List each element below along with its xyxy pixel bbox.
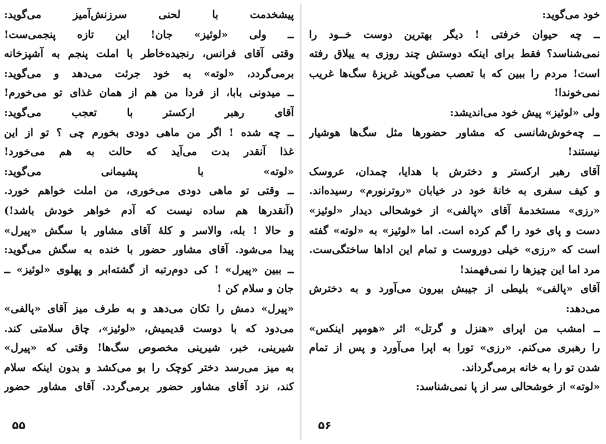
text-line: آقای «پالفی» بلیطی از جیبش بیرون می‌آورد و به دخترش — [309, 283, 600, 296]
book-gutter — [300, 4, 302, 440]
text-line: پیشخدمت با لحنی سرزنش‌آمیز می‌گوید: — [4, 9, 294, 21]
text-line: است که «رزی» خیلی دوروست و تمام این اداها ساختگی‌ست. — [309, 244, 600, 257]
right-page — [309, 6, 600, 398]
text-line: «لوته» با پشیمانی می‌گوید: — [4, 165, 294, 178]
text-line: نمی‌شناسد؟ فقط برای اینکه دوستش چند روزی به ییلاق رفته — [309, 48, 600, 61]
text-line: شیرینی، خبر، شیرینی مخصوص سگ‌ها! وقتی که «پیرل» — [4, 342, 294, 355]
text-line: برمی‌گردد، «لوته» به خود جرئت می‌دهد و می‌گوید: — [4, 67, 294, 80]
text-line: ــ چه شده ! اگر من ماهی دودی بخورم چی ؟ تو از این — [4, 126, 294, 139]
text-line: پیدا می‌شود. آقای مشاور حضور با خنده به سگش می‌گوید: — [4, 244, 294, 257]
text-line: ــ میدونی بابا، از فردا من هم از همان غذای تو می‌خورم! — [4, 87, 294, 100]
text-line: غذا آنقدر بدت می‌آید که حالت به هم می‌خورد! — [4, 146, 294, 159]
text-line: را رهبری می‌کنم. «رزی» تورا به اپرا می‌آورد و پس از تمام — [309, 342, 600, 355]
text-line: نیستند! — [567, 146, 600, 159]
text-line: ــ ولی «لوئیز» جان! این تازه پنجمی‌ست! — [4, 28, 294, 41]
text-line: مرد اما این چیزها را نمی‌فهمند! — [459, 263, 600, 276]
text-line: و حالا ! بله، والاسر و کلهٔ آقای مشاور با سگش «پیرل» — [4, 224, 294, 237]
text-line: ــ چه حیوان خرفتی ! دیگر بهترین دوست خــود را — [309, 28, 600, 41]
text-line: (آنقدرها هم ساده نیست که آدم خواهر خودش باشد!) — [4, 204, 294, 217]
text-line: نمی‌خوندا! — [553, 87, 600, 100]
text-line: «رزی» مستخدمهٔ آقای «پالفی» از خوشحالی دیدار «لوئیز» — [309, 204, 600, 217]
text-line: ولی «لوئیز» پیش خود می‌اندیشد: — [449, 106, 600, 119]
text-line: و کیف سفری به خانهٔ خود در خیابان «روترنورم» رسیده‌اند. — [309, 185, 600, 198]
text-line: ــ وقتی تو ماهی دودی می‌خوری، من املت خواهم خورد. — [4, 185, 294, 198]
text-line: وقتی آقای فرانس، رنجیده‌خاطر با املت پنجم به آشپزخانه — [4, 48, 294, 61]
text-line: جان و سلام کن ! — [217, 283, 294, 296]
text-line: کند، نزد آقای مشاور حضور برمی‌گردد. آقای مشاور حضور — [4, 381, 294, 394]
text-line: ــ ببین «پیرل» ! کی دوم‌رتبه از گشته‌ابر و پهلوی «لوئیز» ــ — [4, 263, 294, 276]
text-line: شدن تو را به خانه برمی‌گرداند. — [461, 361, 600, 374]
text-line: «لوته» از خوشحالی سر از پا نمی‌شناسد: — [415, 381, 600, 394]
text-line: «پیرل» دمش را تکان می‌دهد و به طرف میز آقای «پالفی» — [4, 302, 294, 315]
text-line: خود می‌گوید: — [542, 9, 600, 21]
text-line: آقای رهبر ارکستر با تعجب می‌گوید: — [4, 106, 294, 119]
text-line: آقای رهبر ارکستر و دخترش با هدایا، چمدان، عروسک — [309, 165, 600, 178]
text-line: به میز می‌رسد دختر کوچک را بو می‌کشد و بدون اینکه سلام — [4, 361, 294, 374]
text-line: می‌دود که با دوست قدیمیش، «لوئیز»، چاق سلامتی کند. — [4, 322, 294, 335]
text-line: است! مردم را ببین که با تعصب می‌گویند غریزهٔ سگ‌ها غریب — [309, 67, 600, 80]
text-line: دست و پای خود را گم کرده است. اما «لوئیز» به «لوته» گفته — [309, 224, 600, 237]
left-page-number: ۵۵ — [12, 419, 26, 432]
text-line: می‌دهد: — [565, 302, 600, 315]
right-page-number: ۵۶ — [318, 419, 332, 432]
text-line: ــ چه‌خوش‌شانسی که مشاور حضورها مثل سگ‌ها هوشیار — [309, 126, 600, 139]
left-page — [4, 6, 294, 398]
text-line: ــ امشب من اپرای «هنزل و گرتل» اثر «هومپر اینکس» — [309, 322, 600, 335]
